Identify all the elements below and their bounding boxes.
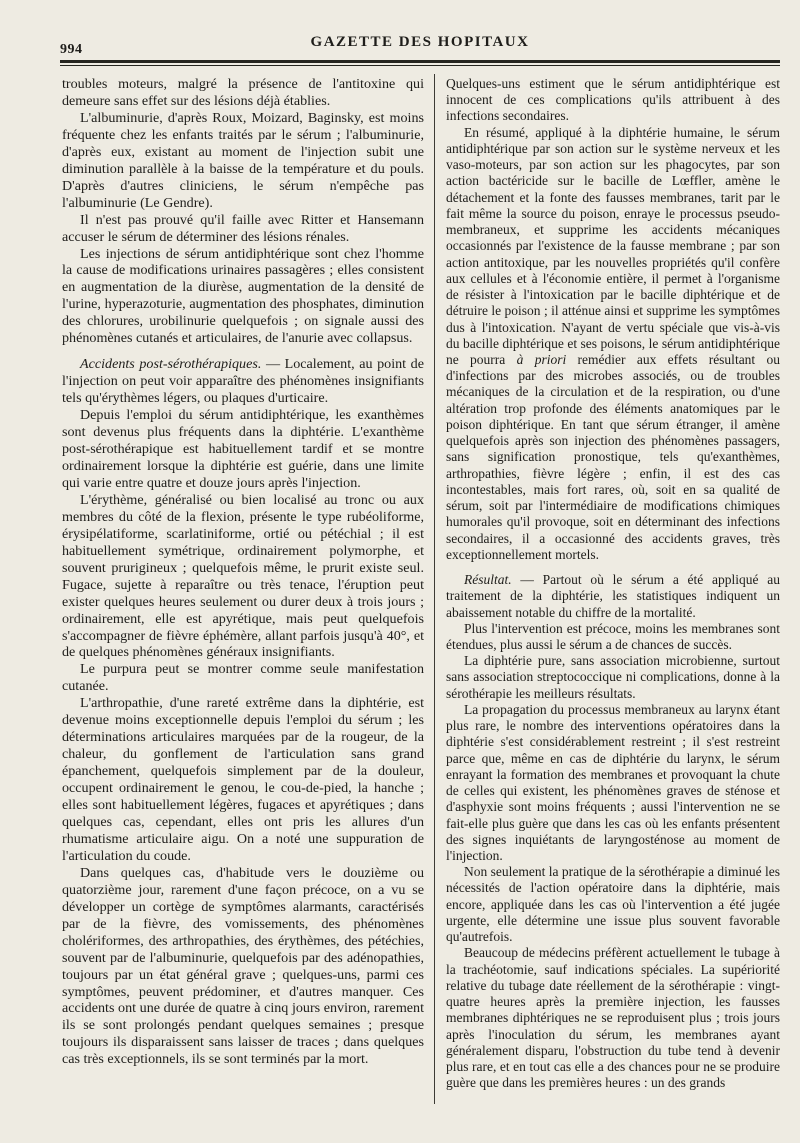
column-divider [434,74,435,1104]
paragraph-text: — Partout où le sérum a été appliqué au traitement de la diphtérie, les statistiques indiquent un abaissement notable du chiffre de la mortalité. [446,572,780,620]
paragraph: Beaucoup de médecins préfèrent actuellement le tubage à la trachéotomie, sauf indications spéciales. La supériorité relative du tubage date réellement de la sérothérapie : vingt-quatre heures après la première injection, les fausses membranes diphtériques ne se reproduisent plus ; trois jours après l'inoculation du sérum, les membranes ayant généralement disparu, l'obstruction du tube tend à devenir plus rare, et en tout cas elle a des chances pour ne se produire guère que dans les premières heures : un des grands [446,945,780,1091]
paragraph: Plus l'intervention est précoce, moins les membranes sont étendues, plus aussi le sérum a de chances de succès. [446,620,780,652]
italic-phrase: à priori [516,351,567,367]
right-column [446,76,780,1092]
paragraph: La propagation du processus membraneux au larynx étant plus rare, le nombre des interventions opératoires dans la diphtérie s'est considérablement restreint ; il s'est restreint parce que, même en cas de diphtérie du larynx, le sérum enrayant la formation des membranes et provoquant la chute de celles qui existent, les phénomènes graves de sténose et d'asphyxie sont moins fréquents ; aussi l'intervention ne se fait-elle plus guère que dans les cas où les enfants présentent des signes inquiétants de laryngosténose au moment de l'injection. [446,701,780,864]
paragraph: Depuis l'emploi du sérum antidiphtérique, les exanthèmes sont devenus plus fréquents dans la diphtérie. L'exanthème post-sérothérapique est habituellement tardif et se montre ordinairement lorsque la diphtérie est guérie, dans une limite qui varie entre quatre et douze jours après l'injection. [62,407,424,491]
paragraph: L'albuminurie, d'après Roux, Moizard, Baginsky, est moins fréquente chez les enfants traités par le sérum ; l'albuminurie, d'après eux, existant au moment de l'injection subit une diminution parallèle à la baisse de la température et du pouls. D'après d'autres cliniciens, le sérum n'empêche pas l'albuminurie (Le Gendre). [62,109,424,211]
paragraph-resume [446,125,780,563]
section-heading: Résultat. [464,572,512,588]
paragraph: troubles moteurs, malgré la présence de l'antitoxine qui demeure sans effet sur des lésions déjà établies. [62,76,424,109]
journal-title: GAZETTE DES HOPITAUX [310,34,530,50]
page-header [60,34,780,58]
paragraph-text: En résumé, appliqué à la diphtérie humaine, le sérum antidiphtérique par son action sur le système nerveux et les vaso-moteurs, par son action sur les phagocytes, par son action bactéricide sur le bacille de Lœffler, amène le détachement et la fonte des fausses membranes, tarit par le fait même la source du poison, enraye le processus pseudo-membraneux, et supprime les accidents mécaniques occasionnés par l'existence de la fausse membrane ; par son action antitoxique, par les nouvelles propriétés qu'il confère aux cellules et à l'économie entière, il permet à l'organisme de résister à l'intoxication par le bacille diphtérique et de détruire le poison ; il atténue ainsi et supprime les symptômes dus à l'intoxication. N'ayant de vertu spéciale que vis-à-vis du bacille diphtérique et ses poisons, le sérum antidiphtérique ne pourra [446,124,780,367]
paragraph: L'érythème, généralisé ou bien localisé au tronc ou aux membres du côté de la flexion, présente le type rubéoliforme, érysipélatiforme, scarlatiniforme, ortié ou pétéchial ; il est habituellement symétrique, ordinairement polymorphe, et souvent prurigineux ; quelquefois même, le prurit existe seul. Fugace, sujette à reparaître ou très tenace, l'éruption peut exister quelques heures seulement ou durer deux à trois jours ; ordinairement, elle est apyrétique, mais peut quelquefois s'accompagner de fièvre éphémère, allant parfois jusqu'à 40°, et de quelques phénomènes généraux insignifiants. [62,491,424,661]
paragraph: Le purpura peut se montrer comme seule manifestation cutanée. [62,661,424,695]
paragraph-text: — Localement, au point de l'injection on peut voir apparaître des phénomènes insignifiants tels qu'érythèmes légers, ou plaques d'urticaire. [62,356,424,407]
page-number: 994 [60,42,83,57]
paragraph-accidents [62,356,424,407]
section-heading: Accidents post-sérothérapiques. [80,356,262,373]
paragraph: Quelques-uns estiment que le sérum antidiphtérique est innocent de ces complications qu'ils attribuent à des infections secondaires. [446,76,780,124]
paragraph: Non seulement la pratique de la sérothérapie a diminué les nécessités de l'action opératoire dans la diphtérie, mais encore, appliquée dans les cas où l'intervention a été jugée urgente, elle détermine une issue plus souvent favorable qu'autrefois. [446,864,781,945]
paragraph-resultat [446,572,780,621]
header-rule-thin [60,65,780,66]
paragraph-text: remédier aux effets résultant ou d'infections par des microbes associés, ou de troubles mécaniques de la circulation et de la respiration, ou d'une altération trop profonde des éléments anatomiques par le poison diphtérique. En tant que sérum étranger, il amène quelquefois après son injection des phénomènes passagers, sans signification pronostique, tels qu'exanthèmes, arthropathies, fièvre légère ; enfin, il est des cas incontestables, mais fort rares, où, soit en sa qualité de sérum, soit par l'intermédiaire de modifications chimiques humorales qu'il provoque, soit en déterminant des infections secondaires, il a occasionné des accidents graves, très exceptionnellement mortels. [446,351,781,562]
paragraph: La diphtérie pure, sans association microbienne, surtout sans association streptococcique ni complications, donne à la sérothérapie les meilleurs résultats. [446,653,780,701]
header-rule-thick [60,60,780,63]
paragraph: Il n'est pas prouvé qu'il faille avec Ritter et Hansemann accuser le sérum de déterminer des lésions rénales. [62,211,424,245]
paragraph: Dans quelques cas, d'habitude vers le douzième ou quatorzième jour, rarement d'une façon précoce, on a vu se développer un cortège de symptômes alarmants, caractérisés par de la fièvre, des vomissements, des phénomènes cholériformes, des arthropathies, des érythèmes, des pétéchies, souvent par de l'albuminurie, quelquefois par des adénopathies, toujours par un état général grave ; quelques-uns, parmi ces symptômes, peuvent prédominer, et d'autres manquer. Ces accidents ont une durée de quatre à cinq jours environ, rarement ils se sont prolongés pendant quelques semaines ; presque toujours ils disparaissent sans laisser de traces ; dans quelques cas très exceptionnels, ils se sont terminés par la mort. [62,864,424,1068]
left-column [62,76,424,1068]
paragraph: Les injections de sérum antidiphtérique sont chez l'homme la cause de modifications urinaires passagères ; elles consistent en augmentation de la diurèse, augmentation de la densité de l'urine, hyperazoturie, augmentation des phosphates, diminution des chlorures, urobilinurie quelquefois ; on signale aussi des phénomènes cutanés et articulaires, de l'anurie avec collapsus. [62,245,424,347]
paragraph: L'arthropathie, d'une rareté extrême dans la diphtérie, est devenue moins exceptionnelle depuis l'emploi du sérum ; les déterminations articulaires marquées par de la rougeur, de la chaleur, du gonflement de l'articulation sans grand épanchement, quelquefois simplement par de la douleur, occupent ordinairement le genou, le cou-de-pied, la hanche ; elles sont habituellement légères, fugaces et apyrétiques ; dans quelques cas, cependant, elles ont pris les allures d'un rhumatisme articulaire aigu. On a noté une suppuration de l'articulation du coude. [62,695,424,864]
